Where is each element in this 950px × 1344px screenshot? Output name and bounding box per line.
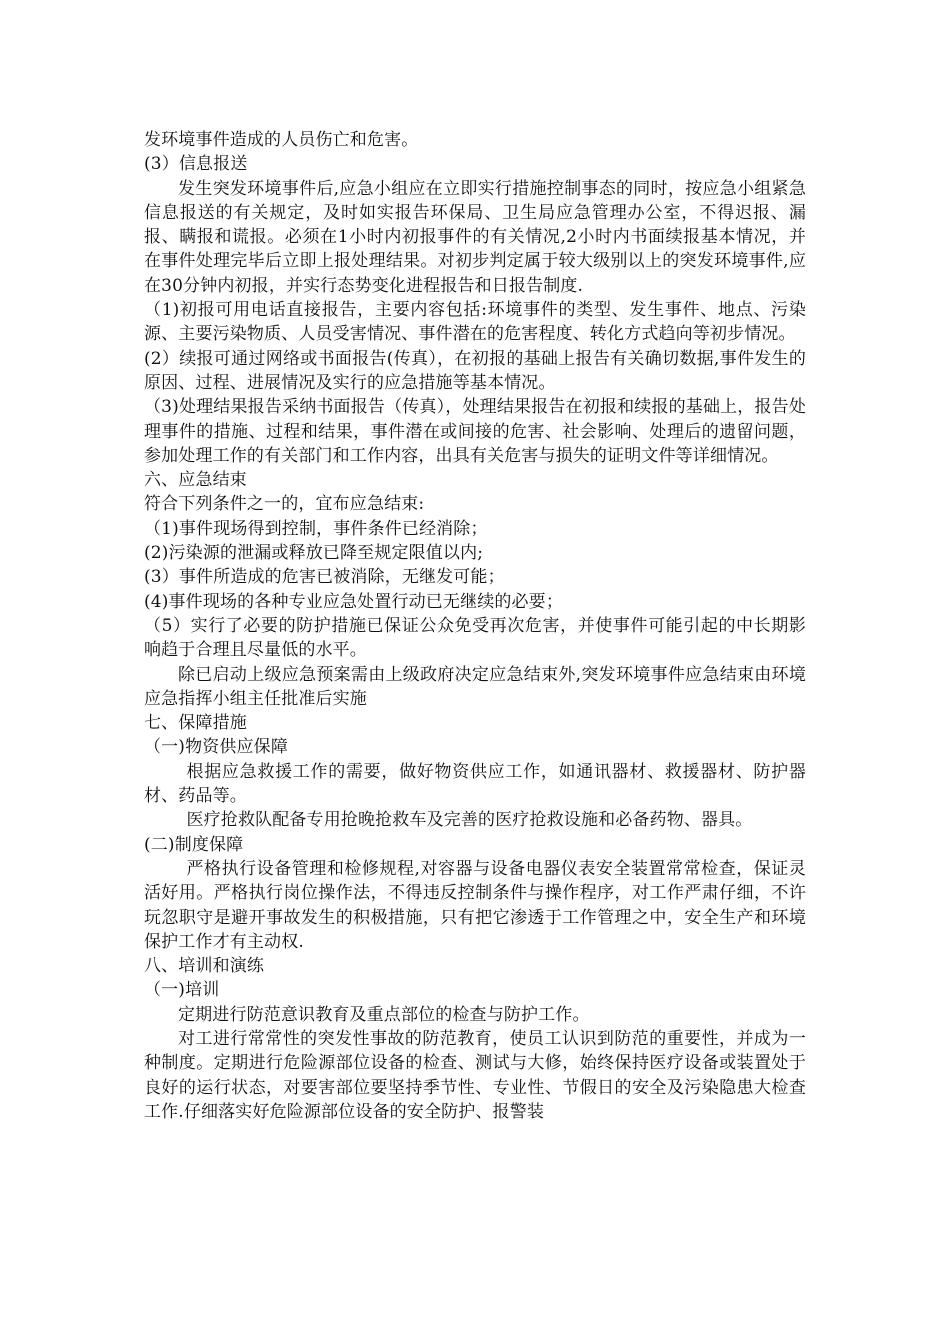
- subsection-heading: （一)物资供应保障: [144, 737, 288, 758]
- paragraph: 医疗抢救队配备专用抢晚抢救车及完善的医疗抢救设施和必备药物、器具。: [186, 810, 753, 831]
- paragraph: 发环境事件造成的人员伤亡和危害。: [144, 130, 419, 150]
- paragraph: 发生突发环境事件后,应急小组应在立即实行措施控制事态的同时，按应急小组紧急信息报送的有关规定，及时如实报告环保局、卫生局应急管理办公室，不得迟报、漏报、瞒报和谎报。必须在1小时内初报事件的有关情况,2小时内书面续报基本情况，并在事件处理完毕后立即上报处理结果。对初步判定属于较大级别以上的突发环境事件,应在30分钟内初报，并实行态势变化进程报告和日报告制度.: [144, 178, 806, 296]
- list-item: （3)处理结果报告采纳书面报告（传真），处理结果报告在初报和续报的基础上，报告处理事件的措施、过程和结果，事件潜在或间接的危害、社会影响、处理后的遗留问题，参加处理工作的有关部门和工作内容，出具有关危害与损失的证明文件等详细情况。: [144, 397, 806, 466]
- list-item: (3）事件所造成的危害已被消除，无继发可能；: [144, 567, 505, 588]
- paragraph: 严格执行设备管理和检修规程,对容器与设备电器仪表安全装置常常检查，保证灵活好用。严格执行岗位操作法，不得违反控制条件与操作程序，对工作严肃仔细，不许玩忽职守是避开事故发生的积极措施，只有把它渗透于工作管理之中，安全生产和环境保护工作才有主动权.: [144, 858, 806, 952]
- section-heading: 六、应急结束: [144, 470, 247, 491]
- paragraph: 对工进行常常性的突发性事故的防范教育，使员工认识到防范的重要性，并成为一种制度。定期进行危险源部位设备的检查、测试与大修，始终保持医疗设备或装置处于良好的运行状态，对要害部位要坚持季节性、专业性、节假日的安全及污染隐患大检查工作.仔细落实好危险源部位设备的安全防护、报警装: [144, 1028, 806, 1122]
- list-item: (2)污染源的泄漏或释放已降至规定限值以内;: [144, 543, 484, 564]
- paragraph: 定期进行防范意识教育及重点部位的检查与防护工作。: [178, 1004, 590, 1025]
- list-item: （1)事件现场得到控制，事件条件已经消除；: [144, 518, 488, 539]
- paragraph: 除已启动上级应急预案需由上级政府决定应急结束外,突发环境事件应急结束由环境应急指挥小组主任批准后实施: [144, 664, 806, 709]
- section-heading: 七、保障措施: [144, 713, 247, 734]
- document-body: [144, 128, 806, 1124]
- section-heading: 八、培训和演练: [144, 956, 265, 977]
- section-heading: (3）信息报送: [144, 154, 248, 175]
- paragraph: 根据应急救援工作的需要，做好物资供应工作，如通讯器材、救援器材、防护器材、药品等。: [144, 761, 806, 807]
- subsection-heading: （一)培训: [144, 980, 220, 1001]
- subsection-heading: (二)制度保障: [144, 834, 244, 855]
- list-item: （1)初报可用电话直接报告，主要内容包括:环境事件的类型、发生事件、地点、污染源、主要污染物质、人员受害情况、事件潜在的危害程度、转化方式趋向等初步情况。: [144, 300, 806, 345]
- paragraph: 符合下列条件之一的，宜布应急结束:: [144, 494, 425, 515]
- list-item: （5）实行了必要的防护措施已保证公众免受再次危害，并使事件可能引起的中长期影响趋于合理且尽量低的水平。: [144, 615, 806, 661]
- list-item: (2）续报可通过网络或书面报告(传真），在初报的基础上报告有关确切数据,事件发生的原因、过程、进展情况及实行的应急措施等基本情况。: [144, 348, 806, 393]
- list-item: (4)事件现场的各种专业应急处置行动已无继续的必要；: [144, 591, 563, 612]
